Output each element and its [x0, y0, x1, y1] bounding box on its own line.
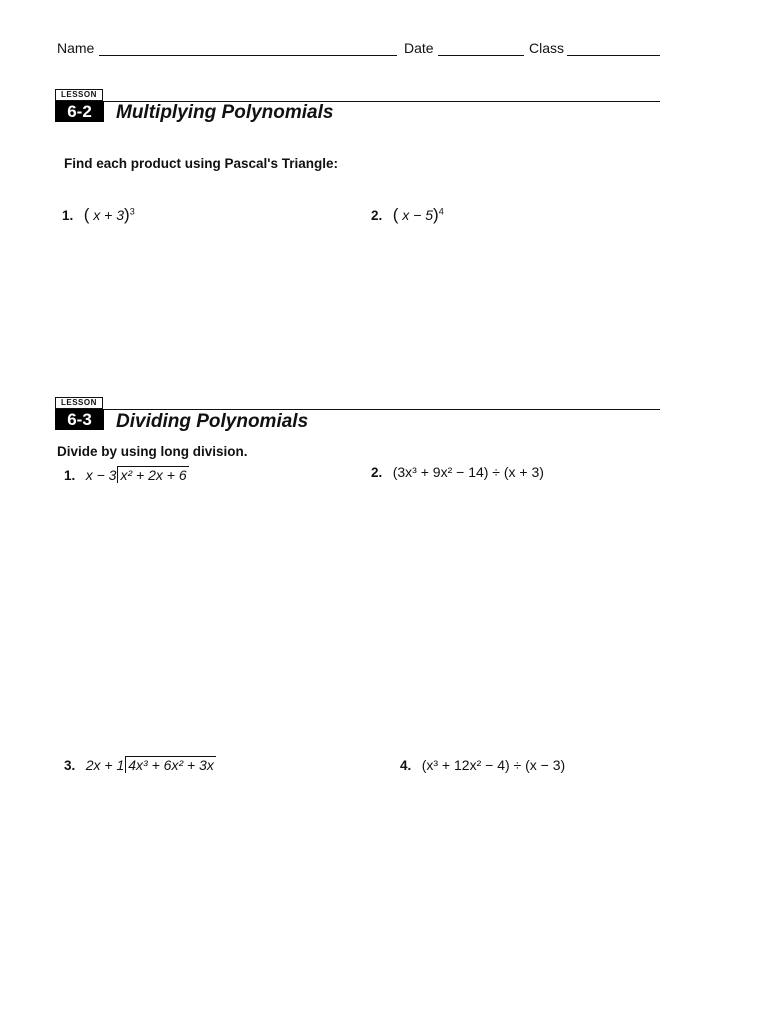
problem-3 — [64, 756, 216, 775]
divisor: 2x + 1 — [85, 757, 125, 773]
long-division-bracket — [125, 756, 216, 773]
problem-4 — [400, 757, 565, 775]
problem-1 — [64, 466, 189, 485]
problem-number: 1. — [62, 208, 74, 223]
instructions: Find each product using Pascal's Triangle: — [64, 156, 339, 171]
name-field[interactable] — [99, 55, 397, 56]
problem-expression: (3x³ + 9x² − 14) ÷ (x + 3) — [392, 464, 544, 480]
problem-number: 2. — [371, 465, 383, 480]
class-label: Class — [529, 40, 565, 56]
problem-number: 1. — [64, 468, 76, 483]
name-label: Name — [57, 40, 95, 56]
lesson-tag: LESSON — [55, 397, 103, 409]
lesson-tag: LESSON — [55, 89, 103, 101]
problem-expression: (x³ + 12x² − 4) ÷ (x − 3) — [421, 757, 566, 773]
problem-2 — [371, 205, 444, 225]
divisor: x − 3 — [85, 467, 117, 483]
class-field[interactable] — [567, 55, 660, 56]
problem-number: 3. — [64, 758, 76, 773]
exponent: 3 — [129, 206, 135, 217]
long-division-bracket — [117, 466, 188, 483]
date-field[interactable] — [438, 55, 524, 56]
problem-number: 4. — [400, 758, 412, 773]
section-rule — [104, 409, 660, 410]
problem-number: 2. — [371, 208, 383, 223]
problem-expression: ( x + 3)$^3$ — [83, 205, 135, 224]
problem-1 — [62, 205, 135, 225]
dividend: x² + 2x + 6 — [120, 467, 187, 483]
problem-expression — [86, 757, 216, 773]
problem-expression: ( x − 5)$^4$ — [392, 205, 444, 224]
exponent: 4 — [438, 206, 444, 217]
binomial: x + 3 — [93, 207, 125, 223]
problem-2 — [371, 464, 544, 482]
dividend: 4x³ + 6x² + 3x — [128, 757, 214, 773]
lesson-number: 6-2 — [55, 101, 104, 122]
instructions: Divide by using long division. — [57, 444, 248, 459]
date-label: Date — [404, 40, 434, 56]
lesson-number: 6-3 — [55, 409, 104, 430]
lesson-title: Dividing Polynomials — [116, 411, 309, 432]
lesson-title: Multiplying Polynomials — [116, 102, 334, 123]
binomial: x − 5 — [402, 207, 434, 223]
problem-expression — [86, 467, 189, 483]
